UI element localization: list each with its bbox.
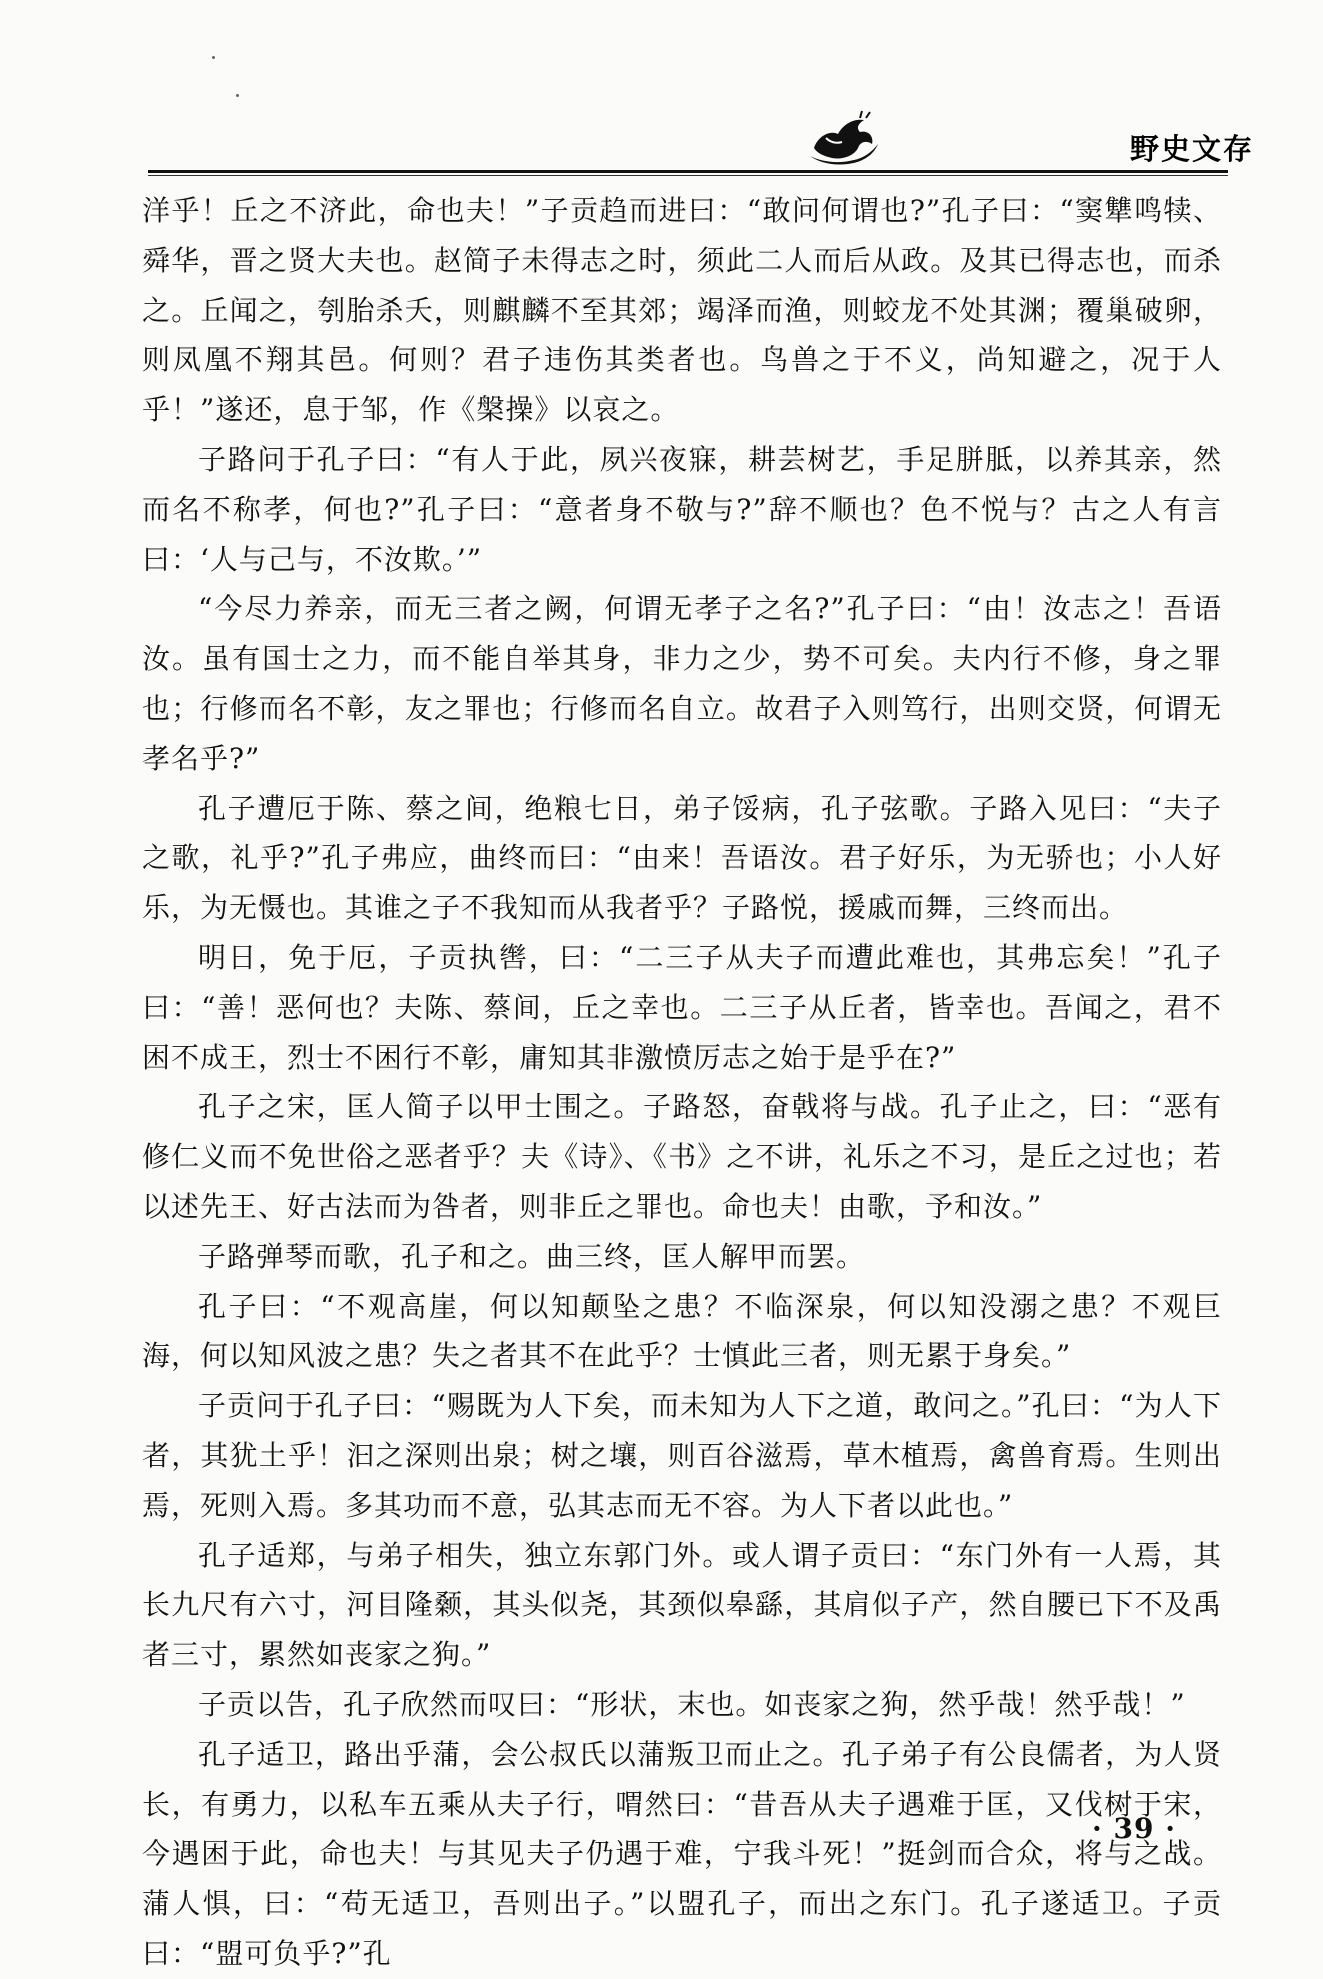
paragraph: 子贡以告，孔子欣然而叹曰：“形状，末也。如丧家之狗，然乎哉！然乎哉！” (198, 1687, 1186, 1721)
paragraph: 子贡问于孔子曰：“赐既为人下矣，而未知为人下之道，敢问之。”孔曰：“为人下者，其犹土乎！汩之深则出泉；树之壤，则百谷滋焉，草木植焉，禽兽育焉。生则出焉，死则入焉。多其功而不意，弘其志而无不容。为人下者以此也。” (142, 1389, 1222, 1522)
paragraph: 洋乎！丘之不济此，命也夫！”子贡趋而进曰：“敢问何谓也?”孔子曰：“窦犨鸣犊、舜华，晋之贤大夫也。赵简子未得志之时，须此二人而后从政。及其已得志也，而杀之。丘闻之，刳胎杀夭，则麒麟不至其郊；竭泽而渔，则蛟龙不处其渊；覆巢破卵，则凤凰不翔其邑。何则？君子违伤其类者也。鸟兽之于不义，尚知避之，况于人乎！”遂还，息于邹，作《槃操》以哀之。 (142, 194, 1222, 427)
paragraph: 明日，免于厄，子贡执辔，曰：“二三子从夫子而遭此难也，其弗忘矣！”孔子曰：“善！恶何也？夫陈、蔡间，丘之幸也。二三子从丘者，皆幸也。吾闻之，君不困不成王，烈士不困行不彰，庸知其非激愤厉志之始于是乎在?” (142, 940, 1222, 1074)
page-number: · 39 · (1092, 1812, 1176, 1845)
page-header (0, 0, 1323, 175)
paragraph: 孔子遭厄于陈、蔡之间，绝粮七日，弟子馁病，孔子弦歌。子路入见曰：“夫子之歌，礼乎?”孔子弗应，曲终而曰：“由来！吾语汝。君子好乐，为无骄也；小人好乐，为无慑也。其谁之子不我知而从我者乎？子路悦，援戚而舞，三终而出。 (142, 791, 1222, 925)
paragraph: “今尽力养亲，而无三者之阙，何谓无孝子之名?”孔子曰：“由！汝志之！吾语汝。虽有国士之力，而不能自举其身，非力之少，势不可矣。夫内行不修，身之罪也；行修而名不彰，友之罪也；行修而名自立。故君子入则笃行，出则交贤，何谓无孝名乎?” (142, 592, 1222, 775)
text-body (142, 186, 1222, 1979)
series-title: 野史文存 (1130, 132, 1255, 166)
scan-speck (212, 56, 215, 59)
paragraph: 子路问于孔子曰：“有人于此，夙兴夜寐，耕芸树艺，手足胼胝，以养其亲，然而名不称孝，何也?”孔子曰：“意者身不敬与?”辞不顺也？色不悦与？古之人有言曰：‘人与己与，不汝欺。’” (142, 442, 1222, 576)
paragraph: 孔子适卫，路出乎蒲，会公叔氏以蒲叛卫而止之。孔子弟子有公良儒者，为人贤长，有勇力，以私车五乘从夫子行，喟然曰：“昔吾从夫子遇难于匡，又伐树于宋，今遇困于此，命也夫！与其见夫子仍遇于难，宁我斗死！”挺剑而合众，将与之战。蒲人惧，曰：“苟无适卫，吾则出子。”以盟孔子，而出之东门。孔子遂适卫。子贡曰：“盟可负乎?”孔 (142, 1737, 1222, 1970)
paragraph: 孔子曰：“不观高崖，何以知颠坠之患？不临深泉，何以知没溺之患？不观巨海，何以知风波之患？失之者其不在此乎？士慎此三者，则无累于身矣。” (142, 1289, 1222, 1373)
header-rule (148, 170, 1228, 173)
paragraph: 孔子适郑，与弟子相失，独立东郭门外。或人谓子贡曰：“东门外有一人焉，其长九尺有六寸，河目隆颡，其头似尧，其颈似皋繇，其肩似子产，然自腰已下不及禹者三寸，累然如丧家之狗。” (142, 1538, 1222, 1672)
scan-speck (236, 94, 239, 97)
header-rule-thin (148, 175, 1228, 176)
paragraph: 孔子之宋，匡人简子以甲士围之。子路怒，奋戟将与战。孔子止之，曰：“恶有修仁义而不免世俗之恶者乎？夫《诗》、《书》之不讲，礼乐之不习，是丘之过也；若以述先王、好古法而为咎者，则非丘之罪也。命也夫！由歌，予和汝。” (142, 1090, 1222, 1223)
paragraph: 子路弹琴而歌，孔子和之。曲三终，匡人解甲而罢。 (198, 1239, 866, 1273)
dragon-emblem-icon (808, 108, 880, 166)
